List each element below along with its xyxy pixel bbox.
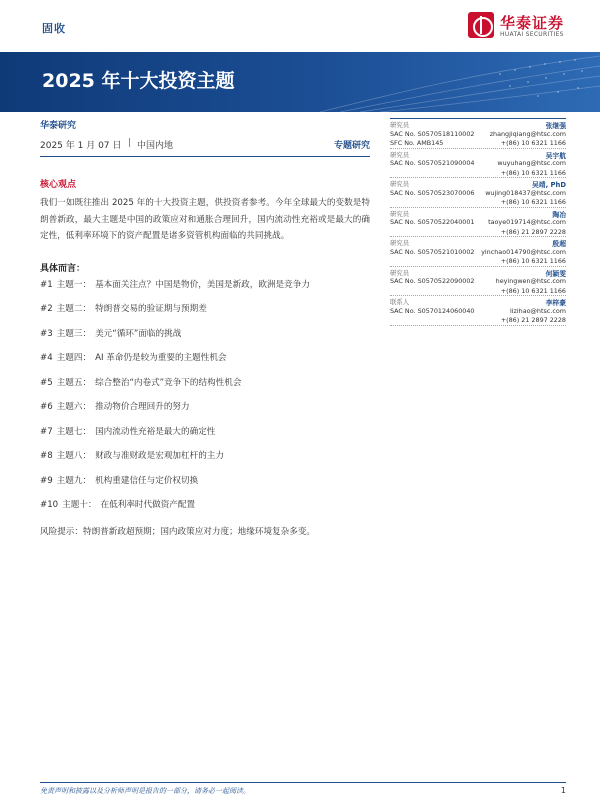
theme-label: 主题十： bbox=[62, 500, 97, 510]
analyst-phone: +(86) 10 6321 1166 bbox=[500, 198, 566, 206]
key-points-heading: 核心观点 bbox=[40, 180, 77, 190]
theme-label: 主题八： bbox=[56, 451, 92, 461]
theme-text: 财政与准财政是宏观加杠杆的主力 bbox=[95, 451, 224, 461]
theme-text: 特朗普交易的验证期与预期差 bbox=[95, 304, 207, 314]
analyst-license: SAC No. S0570518110002 bbox=[390, 129, 475, 138]
report-title: 2025 年十大投资主题 bbox=[42, 70, 235, 92]
theme-item bbox=[40, 498, 370, 523]
theme-text: AI 革命仍是较为重要的主题性机会 bbox=[95, 353, 227, 363]
theme-text: 机构重建信任与定价权切换 bbox=[95, 475, 199, 486]
analyst-license: SAC No. S0570521010002 bbox=[390, 247, 475, 256]
page-number: 1 bbox=[560, 786, 566, 795]
research-brand: 华泰研究 bbox=[40, 121, 77, 131]
theme-item bbox=[40, 400, 370, 425]
analyst-role: 联系人 bbox=[390, 298, 410, 306]
theme-text: 综合整治“内卷式”竞争下的结构性机会 bbox=[95, 377, 242, 388]
themes-heading: 具体而言： bbox=[40, 263, 86, 274]
theme-item bbox=[40, 425, 370, 450]
theme-item bbox=[40, 351, 370, 376]
page-header bbox=[0, 0, 600, 56]
analyst-name: 吴靖, PhD bbox=[531, 181, 566, 189]
analyst-phone: +(86) 10 6321 1166 bbox=[500, 139, 566, 147]
analyst-email[interactable]: wujing018437@htsc.com bbox=[485, 188, 566, 197]
theme-text: 推动物价合理回升的努力 bbox=[95, 402, 190, 412]
logo-chinese-name: 华泰证券 bbox=[500, 14, 565, 32]
analyst-card bbox=[390, 149, 566, 179]
analyst-name: 陶冶 bbox=[552, 210, 566, 219]
analyst-email[interactable]: heyingwen@htsc.com bbox=[495, 277, 566, 285]
analyst-name: 李梓豪 bbox=[545, 299, 566, 307]
analyst-email[interactable]: lizihao@htsc.com bbox=[509, 306, 566, 315]
theme-text: 国内流动性充裕是最大的确定性 bbox=[95, 426, 216, 437]
theme-number: #6 bbox=[40, 402, 53, 412]
theme-number: #3 bbox=[40, 328, 53, 339]
analyst-sidebar bbox=[390, 118, 566, 326]
analyst-email[interactable]: zhangjiqiang@htsc.com bbox=[489, 129, 566, 138]
theme-text: 在低利率时代做资产配置 bbox=[100, 500, 196, 510]
theme-number: #10 bbox=[40, 500, 59, 510]
report-region: 中国内地 bbox=[137, 141, 174, 151]
analyst-name: 吴宇航 bbox=[545, 151, 566, 160]
theme-item bbox=[40, 327, 370, 352]
analyst-role: 研究员 bbox=[390, 150, 410, 159]
analyst-card bbox=[390, 208, 566, 238]
theme-item bbox=[40, 278, 370, 303]
analyst-phone: +(86) 21 2897 2228 bbox=[500, 227, 566, 236]
theme-number: #4 bbox=[40, 353, 53, 363]
theme-label: 主题三： bbox=[56, 328, 92, 339]
analyst-license: SAC No. S0570521090004 bbox=[390, 159, 475, 167]
huatai-logo-icon bbox=[468, 12, 494, 38]
analyst-license: SFC No. AMB145 bbox=[390, 139, 444, 147]
theme-item bbox=[40, 474, 370, 499]
dateline-separator: | bbox=[128, 138, 132, 148]
report-date: 2025 年 1 月 07 日 bbox=[40, 141, 122, 151]
analyst-phone: +(86) 10 6321 1166 bbox=[500, 257, 566, 265]
footer-divider bbox=[40, 782, 566, 783]
analyst-email[interactable]: yinchao014790@htsc.com bbox=[481, 247, 566, 256]
analyst-role: 研究员 bbox=[390, 268, 410, 277]
banner-decoration bbox=[300, 52, 600, 112]
key-points-text: 我们一如既往推出 2025 年的十大投资主题，供投资者参考。今年全球最大的变数是特朗普新政，最大主题是中国的政策应对和通胀合理回升，国内流动性充裕或是最大的确定性，低利率环境下的资产配置是诸多资管机构面临的共同挑战。 bbox=[40, 198, 370, 241]
analyst-license: SAC No. S0570523070006 bbox=[390, 188, 475, 197]
theme-list bbox=[40, 278, 370, 523]
theme-label: 主题七： bbox=[56, 426, 92, 437]
theme-label: 主题一： bbox=[56, 279, 92, 290]
risk-warning: 风险提示：特朗普新政超预期；国内政策应对力度；地缘环境复杂多变。 bbox=[40, 526, 316, 537]
disclaimer-note: 免责声明和披露以及分析师声明是报告的一部分，请务必一起阅读。 bbox=[40, 787, 250, 795]
logo-english-name: HUATAI SECURITIES bbox=[500, 31, 564, 38]
analyst-role: 研究员 bbox=[390, 180, 410, 188]
divider bbox=[40, 156, 370, 157]
analyst-name: 何颖雯 bbox=[545, 269, 566, 278]
analyst-card bbox=[390, 267, 566, 297]
analyst-phone: +(86) 10 6321 1166 bbox=[500, 168, 566, 177]
theme-label: 主题二： bbox=[56, 304, 92, 314]
theme-text: 美元“循环”面临的挑战 bbox=[95, 328, 182, 339]
main-content bbox=[40, 118, 370, 539]
analyst-email[interactable]: taoye019714@htsc.com bbox=[488, 218, 566, 226]
theme-number: #8 bbox=[40, 451, 53, 461]
analyst-card bbox=[390, 296, 566, 326]
theme-label: 主题四： bbox=[56, 353, 92, 363]
theme-item bbox=[40, 449, 370, 474]
theme-text: 基本面关注点？中国是物价，美国是新政，欧洲是竞争力 bbox=[95, 279, 310, 290]
analyst-phone: +(86) 10 6321 1166 bbox=[500, 286, 566, 295]
analyst-email[interactable]: wuyuhang@htsc.com bbox=[497, 159, 566, 167]
theme-number: #2 bbox=[40, 304, 53, 314]
report-dateline bbox=[40, 138, 370, 152]
analyst-role: 研究员 bbox=[390, 239, 410, 247]
analyst-name: 张继强 bbox=[545, 122, 566, 130]
theme-label: 主题五： bbox=[56, 377, 92, 388]
analyst-phone: +(86) 21 2897 2228 bbox=[500, 316, 566, 324]
analyst-license: SAC No. S0570522040001 bbox=[390, 218, 475, 226]
analyst-card bbox=[390, 119, 566, 149]
analyst-license: SAC No. S0570124060040 bbox=[390, 306, 475, 315]
title-banner bbox=[0, 52, 600, 112]
theme-number: #5 bbox=[40, 377, 53, 388]
theme-label: 主题六： bbox=[56, 402, 92, 412]
huatai-logo bbox=[468, 12, 572, 42]
theme-item bbox=[40, 376, 370, 401]
theme-number: #1 bbox=[40, 279, 53, 290]
theme-number: #7 bbox=[40, 426, 53, 437]
theme-label: 主题九： bbox=[56, 475, 92, 486]
theme-number: #9 bbox=[40, 475, 53, 486]
report-type: 专题研究 bbox=[333, 141, 370, 151]
analyst-name: 殷超 bbox=[552, 240, 566, 248]
analyst-role: 研究员 bbox=[390, 121, 410, 129]
analyst-license: SAC No. S0570522090002 bbox=[390, 277, 475, 285]
theme-item bbox=[40, 302, 370, 327]
analyst-role: 研究员 bbox=[390, 209, 410, 218]
analyst-card bbox=[390, 178, 566, 208]
report-category: 固收 bbox=[42, 22, 66, 35]
analyst-card bbox=[390, 237, 566, 267]
